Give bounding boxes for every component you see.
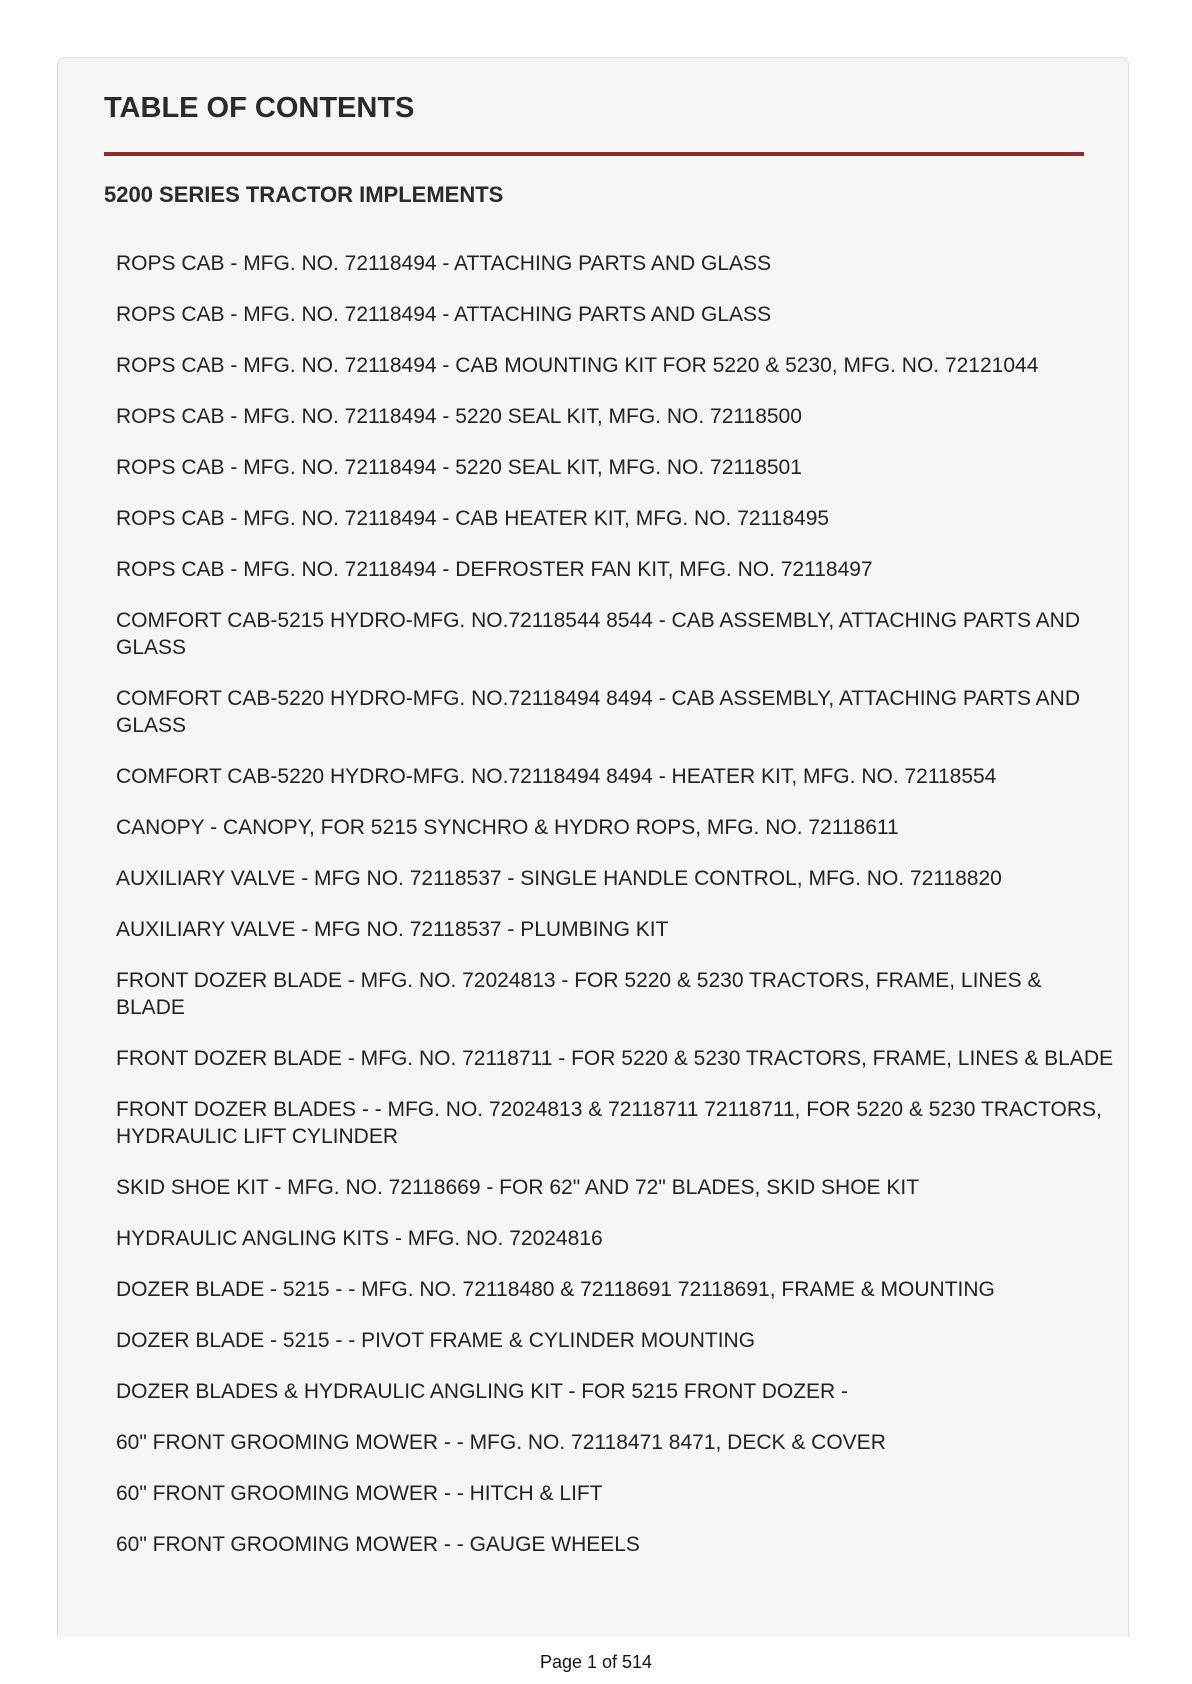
toc-entry[interactable]: COMFORT CAB-5215 HYDRO-MFG. NO.72118544 8544 - CAB ASSEMBLY, ATTACHING PARTS AND GLASS (116, 609, 1080, 659)
page-number: Page 1 of 514 (539, 1652, 653, 1672)
page-title: TABLE OF CONTENTS (104, 92, 415, 124)
section-title: 5200 SERIES TRACTOR IMPLEMENTS (104, 182, 504, 207)
toc-entry[interactable]: AUXILIARY VALVE - MFG NO. 72118537 - SINGLE HANDLE CONTROL, MFG. NO. 72118820 (116, 867, 1002, 890)
toc-entry[interactable]: 60" FRONT GROOMING MOWER - - MFG. NO. 72118471 8471, DECK & COVER (116, 1431, 886, 1454)
toc-entry[interactable]: DOZER BLADE - 5215 - - PIVOT FRAME & CYLINDER MOUNTING (116, 1329, 756, 1352)
toc-entry[interactable]: ROPS CAB - MFG. NO. 72118494 - ATTACHING PARTS AND GLASS (116, 303, 772, 326)
toc-entry[interactable]: AUXILIARY VALVE - MFG NO. 72118537 - PLUMBING KIT (116, 918, 669, 941)
toc-entry[interactable]: 60" FRONT GROOMING MOWER - - HITCH & LIFT (116, 1482, 603, 1505)
toc-entry[interactable]: COMFORT CAB-5220 HYDRO-MFG. NO.72118494 8494 - HEATER KIT, MFG. NO. 72118554 (116, 765, 997, 788)
toc-entry[interactable]: ROPS CAB - MFG. NO. 72118494 - ATTACHING PARTS AND GLASS (116, 252, 772, 275)
toc-entry[interactable]: DOZER BLADES & HYDRAULIC ANGLING KIT - FOR 5215 FRONT DOZER - (116, 1380, 849, 1403)
toc-entry[interactable]: COMFORT CAB-5220 HYDRO-MFG. NO.72118494 8494 - CAB ASSEMBLY, ATTACHING PARTS AND GLASS (116, 687, 1080, 737)
toc-entry[interactable]: HYDRAULIC ANGLING KITS - MFG. NO. 72024816 (116, 1227, 603, 1250)
toc-entry[interactable]: CANOPY - CANOPY, FOR 5215 SYNCHRO & HYDRO ROPS, MFG. NO. 72118611 (116, 816, 899, 839)
toc-entry[interactable]: DOZER BLADE - 5215 - - MFG. NO. 72118480 & 72118691 72118691, FRAME & MOUNTING (116, 1278, 995, 1301)
toc-entry[interactable]: ROPS CAB - MFG. NO. 72118494 - 5220 SEAL KIT, MFG. NO. 72118500 (116, 405, 802, 428)
toc-entry[interactable]: FRONT DOZER BLADE - MFG. NO. 72024813 - FOR 5220 & 5230 TRACTORS, FRAME, LINES & BLADE (116, 969, 1042, 1019)
toc-entry[interactable]: SKID SHOE KIT - MFG. NO. 72118669 - FOR 62" AND 72" BLADES, SKID SHOE KIT (116, 1176, 920, 1199)
title-divider (104, 152, 1084, 156)
toc-entry[interactable]: ROPS CAB - MFG. NO. 72118494 - 5220 SEAL KIT, MFG. NO. 72118501 (116, 456, 802, 479)
toc-entry[interactable]: 60" FRONT GROOMING MOWER - - GAUGE WHEELS (116, 1533, 640, 1556)
toc-list (116, 250, 1116, 1582)
toc-entry[interactable]: ROPS CAB - MFG. NO. 72118494 - DEFROSTER FAN KIT, MFG. NO. 72118497 (116, 558, 873, 581)
toc-entry[interactable]: FRONT DOZER BLADE - MFG. NO. 72118711 - FOR 5220 & 5230 TRACTORS, FRAME, LINES & BLADE (116, 1047, 1114, 1070)
toc-panel (57, 57, 1129, 1637)
toc-entry[interactable]: ROPS CAB - MFG. NO. 72118494 - CAB MOUNTING KIT FOR 5220 & 5230, MFG. NO. 72121044 (116, 354, 1039, 377)
toc-entry[interactable]: ROPS CAB - MFG. NO. 72118494 - CAB HEATER KIT, MFG. NO. 72118495 (116, 507, 830, 530)
toc-entry[interactable]: FRONT DOZER BLADES - - MFG. NO. 72024813 & 72118711 72118711, FOR 5220 & 5230 TRACTORS, HYDRAULIC LIFT CYLINDER (116, 1098, 1102, 1148)
